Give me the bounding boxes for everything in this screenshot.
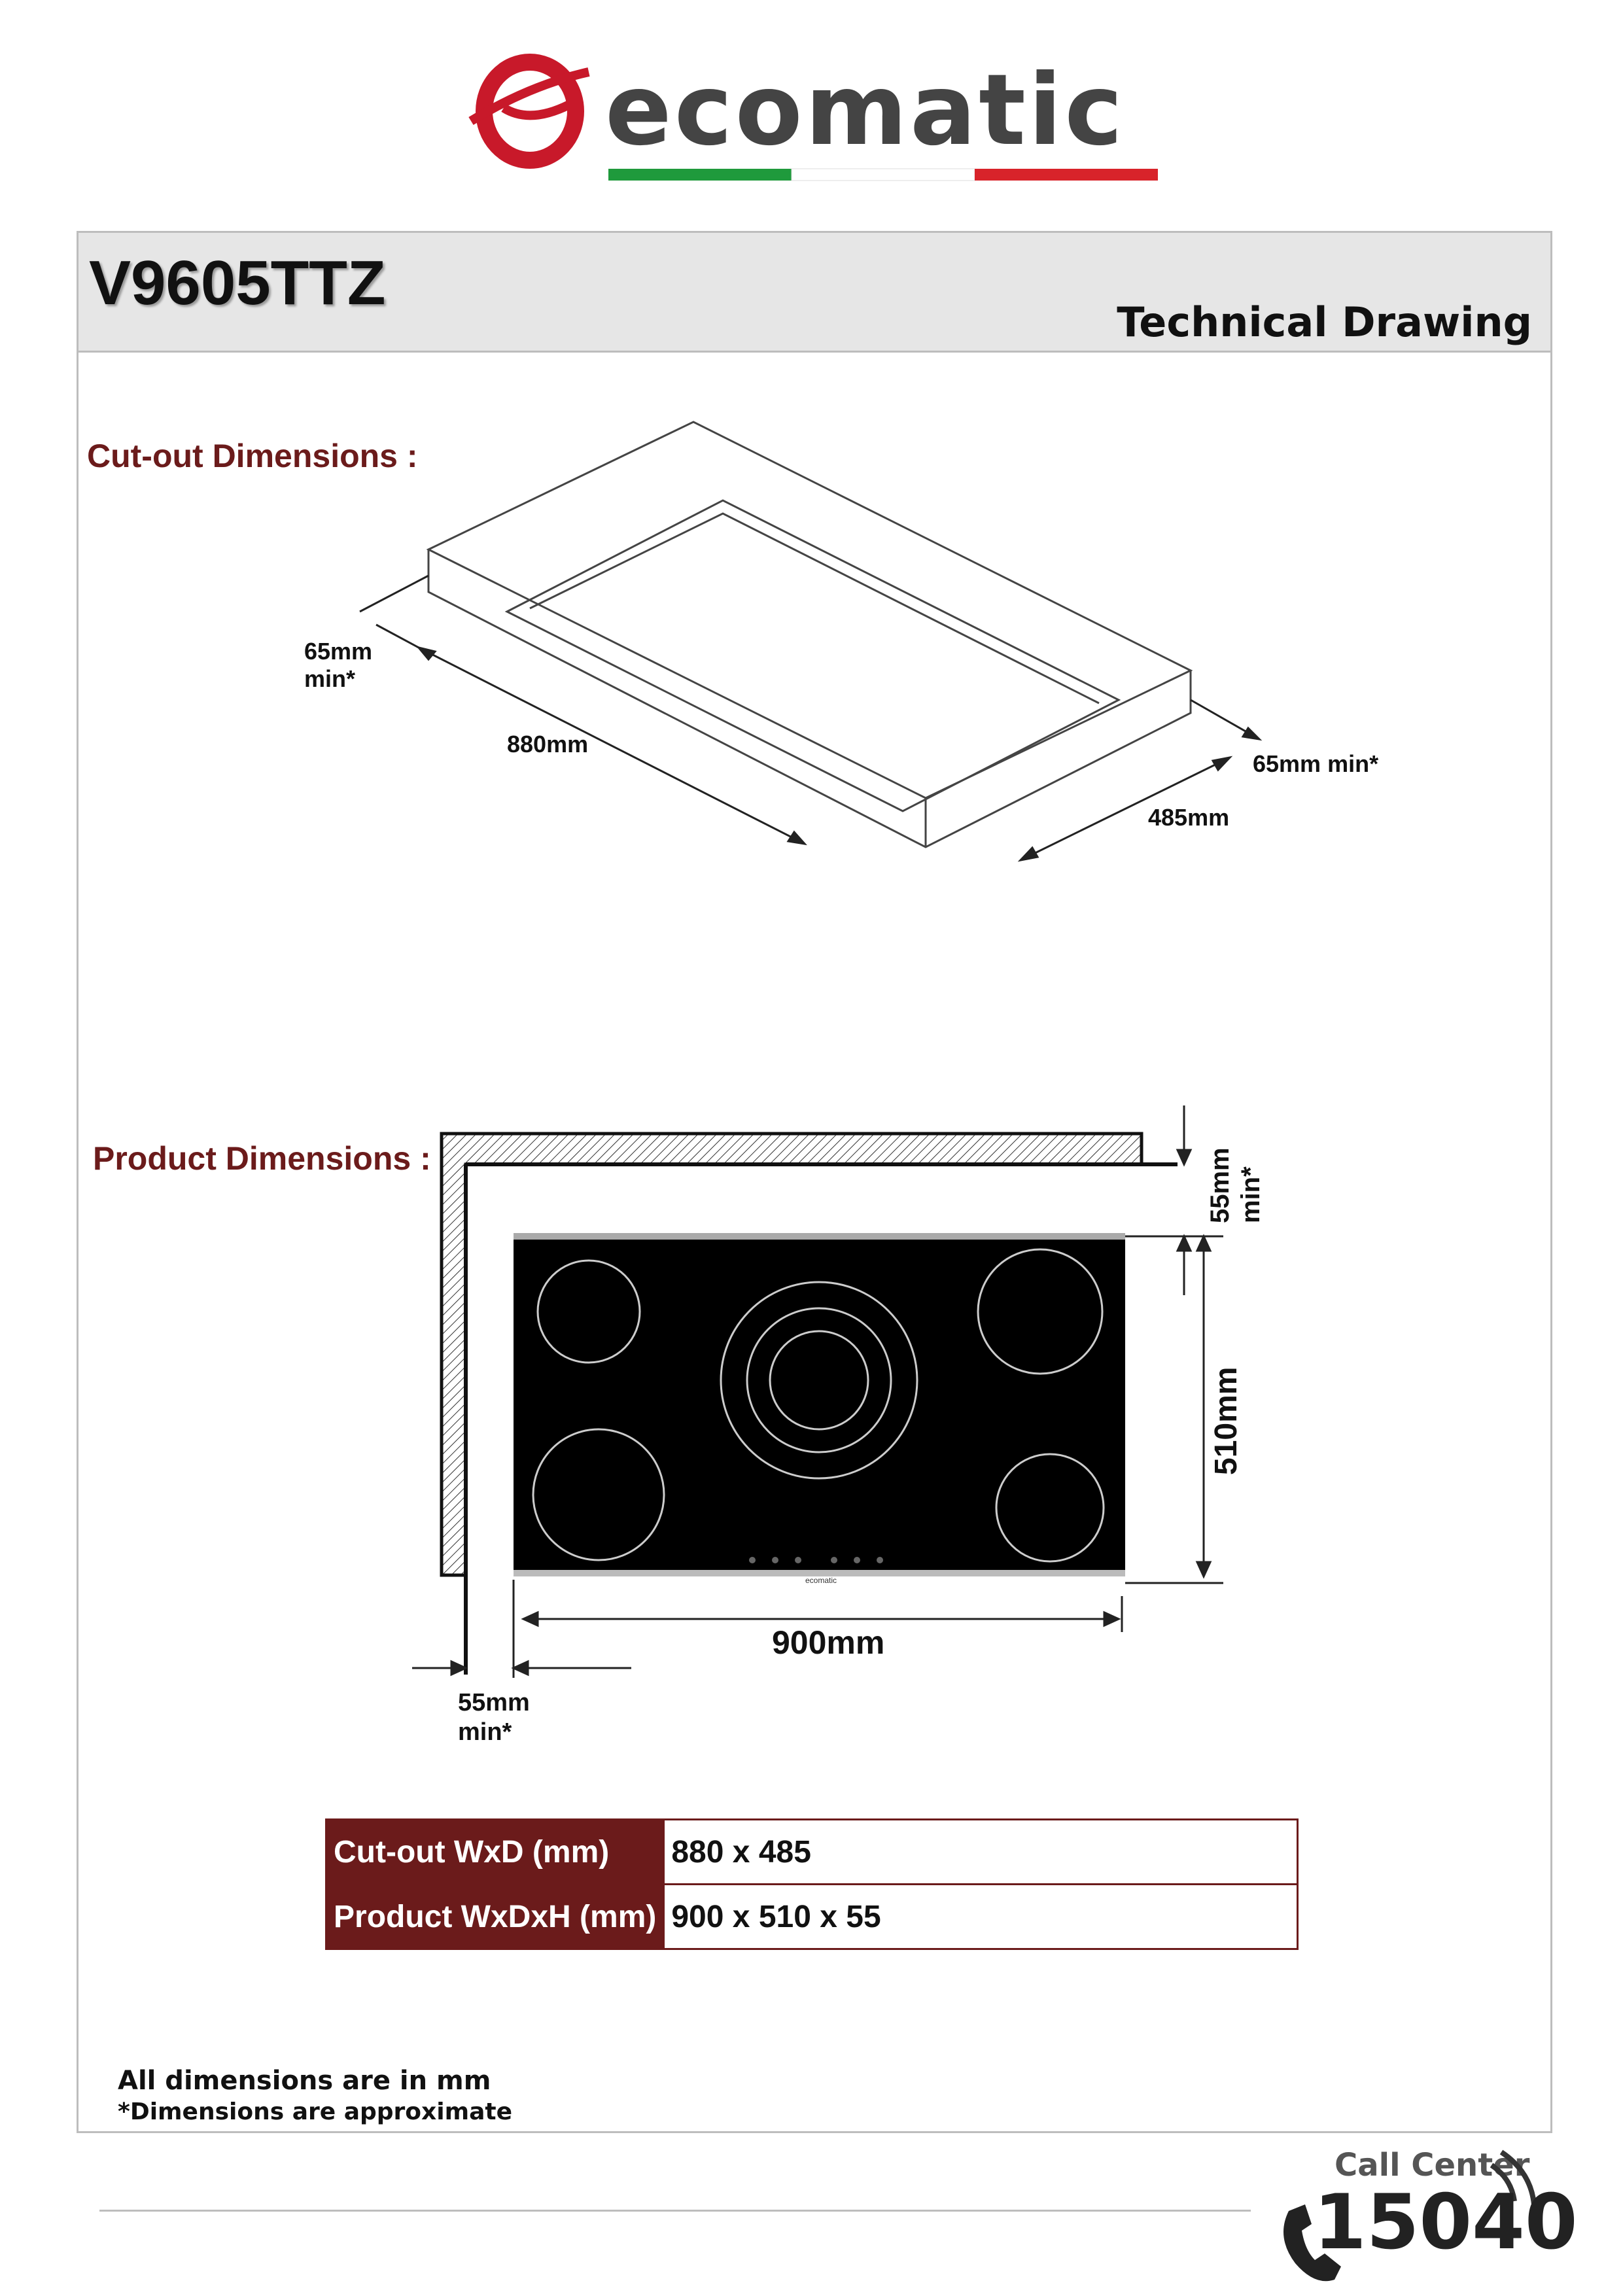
dim-label-55-bottom-b: min* [458,1718,512,1746]
model-number: V9605TTZ [89,248,386,318]
hob-brand-text: ecomatic [805,1576,837,1585]
dim-label-880: 880mm [507,731,589,757]
brand-name: ecomatic [605,54,1126,167]
spec-table [325,1818,1299,1950]
table-row [326,1885,1298,1949]
hob-glass [514,1233,1125,1573]
dim-label-55-top-a: 55mm [1206,1147,1234,1223]
dim-label-65: 65mm [304,638,373,665]
spec-value: 900 x 510 x 55 [664,1885,1298,1949]
note-approx: *Dimensions are approximate [118,2098,512,2125]
note-units: All dimensions are in mm [118,2066,491,2096]
hob-top-frame [514,1233,1125,1240]
call-center-label: Call Center [1335,2147,1530,2183]
spec-key: Cut-out WxD (mm) [326,1820,664,1885]
dim-label-900: 900mm [772,1624,885,1661]
product-section-title: Product Dimensions : [93,1140,431,1177]
call-center-number: 15040 [1314,2178,1578,2267]
table-row [326,1820,1298,1885]
spec-value: 880 x 485 [664,1820,1298,1885]
dim-label-65-right: 65mm min* [1253,750,1379,777]
dim-label-55-bottom-a: 55mm [458,1689,530,1716]
dim-label-485: 485mm [1148,804,1230,831]
document-title: Technical Drawing [1117,298,1532,346]
dim-label-510: 510mm [1209,1366,1244,1475]
dim-label-55-top-b: min* [1236,1166,1265,1223]
footer-divider [99,2210,1251,2212]
spec-key: Product WxDxH (mm) [326,1885,664,1949]
cutout-section-title: Cut-out Dimensions : [87,438,418,474]
dim-label-65-min: min* [304,665,356,692]
